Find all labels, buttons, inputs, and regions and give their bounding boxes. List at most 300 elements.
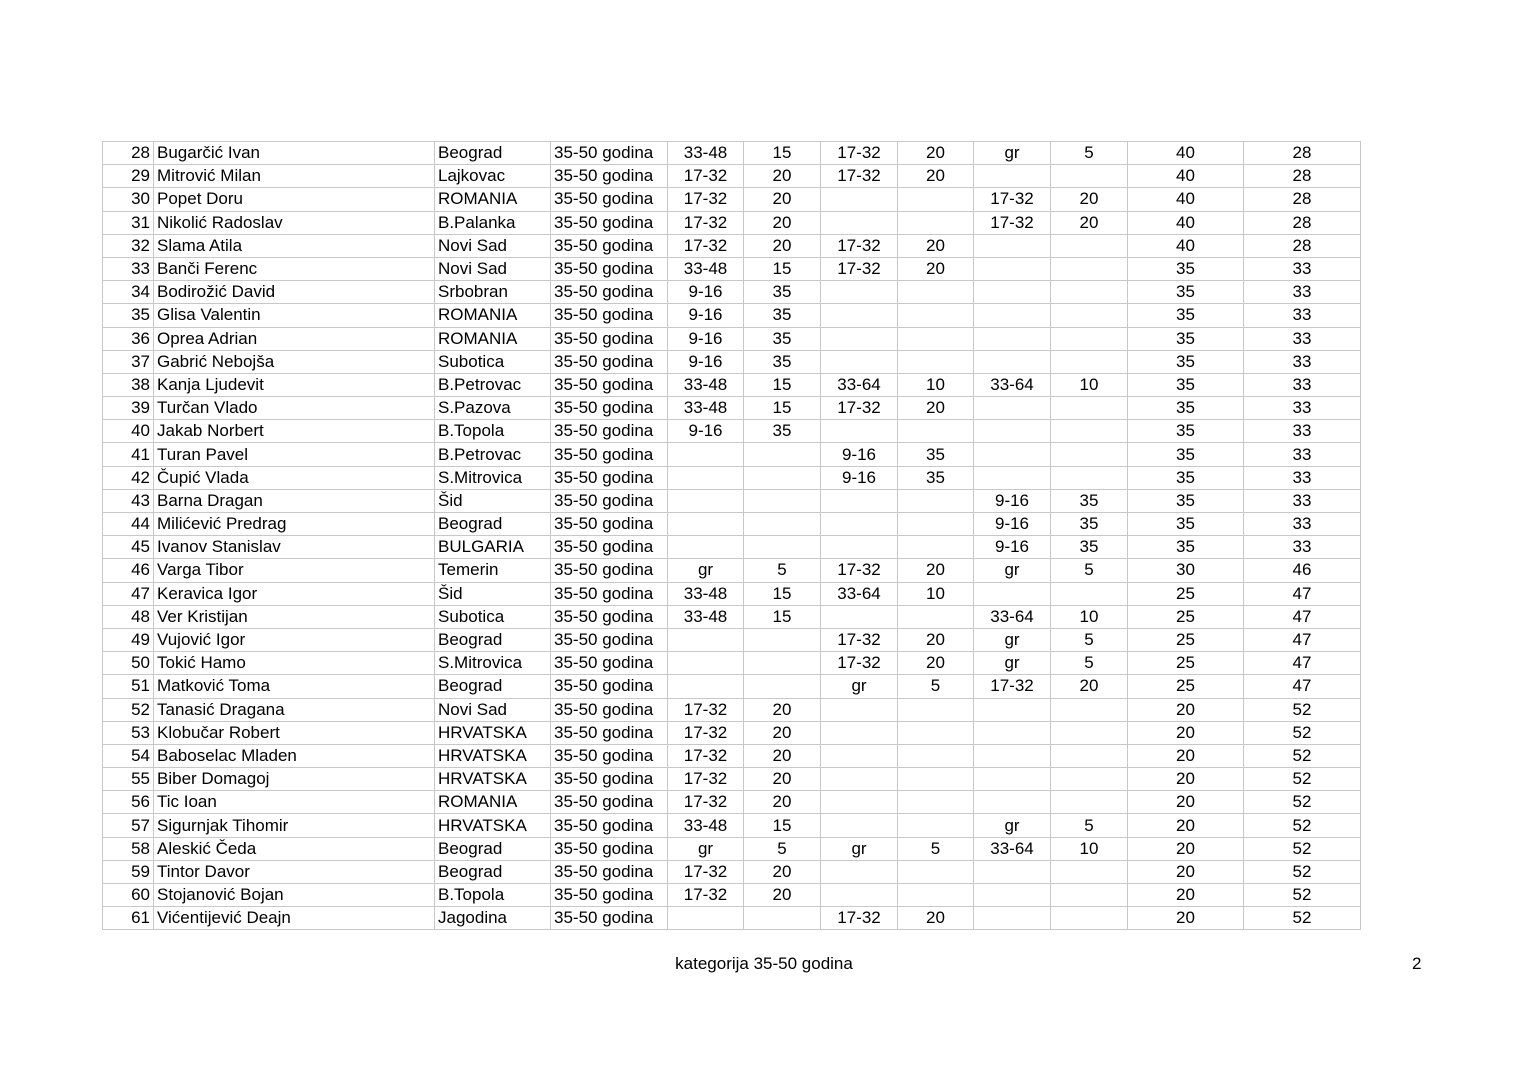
- cell-race1-place: 33-48: [668, 582, 744, 605]
- table-row: [103, 860, 1361, 883]
- cell-race1-points: 20: [744, 721, 821, 744]
- cell-race3-place: [974, 350, 1051, 373]
- cell-race1-place: 17-32: [668, 791, 744, 814]
- cell-total-points: 20: [1128, 744, 1244, 767]
- cell-name: Bugarčić Ivan: [154, 142, 435, 165]
- cell-category: 35-50 godina: [551, 907, 668, 930]
- cell-race1-place: 9-16: [668, 304, 744, 327]
- cell-city: BULGARIA: [435, 536, 551, 559]
- cell-race2-place: [821, 513, 898, 536]
- table-row: [103, 373, 1361, 396]
- cell-name: Tic Ioan: [154, 791, 435, 814]
- cell-rank: 40: [103, 420, 154, 443]
- table-row: [103, 721, 1361, 744]
- cell-race3-points: [1051, 907, 1128, 930]
- cell-category: 35-50 godina: [551, 721, 668, 744]
- cell-rank: 36: [103, 327, 154, 350]
- cell-race2-place: [821, 744, 898, 767]
- cell-race3-place: [974, 791, 1051, 814]
- cell-race1-place: 33-48: [668, 373, 744, 396]
- cell-city: HRVATSKA: [435, 814, 551, 837]
- cell-race2-points: [898, 791, 974, 814]
- cell-city: ROMANIA: [435, 304, 551, 327]
- cell-category: 35-50 godina: [551, 791, 668, 814]
- cell-race3-place: 9-16: [974, 489, 1051, 512]
- cell-race3-points: [1051, 698, 1128, 721]
- cell-city: S.Pazova: [435, 397, 551, 420]
- cell-race1-points: 5: [744, 559, 821, 582]
- cell-rank: 47: [103, 582, 154, 605]
- table-row: [103, 327, 1361, 350]
- cell-rank: 46: [103, 559, 154, 582]
- cell-city: Novi Sad: [435, 234, 551, 257]
- table-row: [103, 234, 1361, 257]
- cell-category: 35-50 godina: [551, 188, 668, 211]
- cell-race3-points: [1051, 744, 1128, 767]
- cell-race3-place: [974, 582, 1051, 605]
- cell-final-rank: 33: [1244, 466, 1361, 489]
- cell-city: ROMANIA: [435, 188, 551, 211]
- cell-race3-points: [1051, 350, 1128, 373]
- table-row: [103, 884, 1361, 907]
- cell-race1-place: 17-32: [668, 768, 744, 791]
- cell-category: 35-50 godina: [551, 443, 668, 466]
- cell-rank: 37: [103, 350, 154, 373]
- cell-race2-place: [821, 211, 898, 234]
- cell-race2-points: 20: [898, 907, 974, 930]
- cell-final-rank: 33: [1244, 513, 1361, 536]
- cell-final-rank: 52: [1244, 721, 1361, 744]
- cell-race1-points: 35: [744, 304, 821, 327]
- cell-race1-place: 17-32: [668, 165, 744, 188]
- cell-name: Gabrić Nebojša: [154, 350, 435, 373]
- cell-name: Baboselac Mladen: [154, 744, 435, 767]
- cell-final-rank: 33: [1244, 489, 1361, 512]
- cell-rank: 43: [103, 489, 154, 512]
- cell-race3-place: [974, 768, 1051, 791]
- cell-category: 35-50 godina: [551, 768, 668, 791]
- cell-name: Ver Kristijan: [154, 605, 435, 628]
- cell-race2-points: [898, 188, 974, 211]
- cell-name: Barna Dragan: [154, 489, 435, 512]
- table-row: [103, 211, 1361, 234]
- cell-city: ROMANIA: [435, 791, 551, 814]
- cell-race3-place: [974, 327, 1051, 350]
- cell-race1-points: 35: [744, 327, 821, 350]
- cell-race1-points: 20: [744, 884, 821, 907]
- cell-race3-points: 5: [1051, 814, 1128, 837]
- table-row: [103, 814, 1361, 837]
- cell-race2-points: [898, 605, 974, 628]
- cell-race1-place: [668, 489, 744, 512]
- cell-race2-points: [898, 698, 974, 721]
- cell-total-points: 20: [1128, 698, 1244, 721]
- cell-category: 35-50 godina: [551, 559, 668, 582]
- cell-race3-place: gr: [974, 142, 1051, 165]
- cell-race3-points: 10: [1051, 373, 1128, 396]
- cell-race1-place: 33-48: [668, 142, 744, 165]
- cell-total-points: 20: [1128, 860, 1244, 883]
- cell-race3-place: 33-64: [974, 605, 1051, 628]
- cell-name: Sigurnjak Tihomir: [154, 814, 435, 837]
- table-row: [103, 350, 1361, 373]
- cell-race3-place: 9-16: [974, 513, 1051, 536]
- table-row: [103, 582, 1361, 605]
- cell-race3-place: 17-32: [974, 211, 1051, 234]
- cell-race2-points: [898, 744, 974, 767]
- cell-rank: 32: [103, 234, 154, 257]
- cell-race3-points: [1051, 257, 1128, 280]
- table-row: [103, 744, 1361, 767]
- cell-total-points: 35: [1128, 420, 1244, 443]
- cell-race2-place: [821, 304, 898, 327]
- cell-city: Beograd: [435, 837, 551, 860]
- cell-final-rank: 52: [1244, 884, 1361, 907]
- table-row: [103, 397, 1361, 420]
- cell-race3-points: [1051, 884, 1128, 907]
- cell-total-points: 20: [1128, 721, 1244, 744]
- cell-race1-points: 35: [744, 281, 821, 304]
- cell-category: 35-50 godina: [551, 397, 668, 420]
- cell-name: Stojanović Bojan: [154, 884, 435, 907]
- cell-race2-place: [821, 768, 898, 791]
- cell-name: Mitrović Milan: [154, 165, 435, 188]
- cell-race2-points: 20: [898, 257, 974, 280]
- cell-race1-points: 15: [744, 142, 821, 165]
- cell-race1-points: 20: [744, 744, 821, 767]
- cell-race3-points: [1051, 768, 1128, 791]
- cell-total-points: 35: [1128, 373, 1244, 396]
- cell-race2-points: 20: [898, 652, 974, 675]
- cell-final-rank: 47: [1244, 628, 1361, 651]
- footer-title: kategorija 35-50 godina: [675, 954, 853, 973]
- cell-race1-place: 9-16: [668, 281, 744, 304]
- cell-total-points: 40: [1128, 142, 1244, 165]
- cell-rank: 42: [103, 466, 154, 489]
- results-table-body: [103, 142, 1361, 930]
- cell-race2-points: 5: [898, 837, 974, 860]
- table-row: [103, 142, 1361, 165]
- cell-category: 35-50 godina: [551, 884, 668, 907]
- cell-race3-place: 33-64: [974, 837, 1051, 860]
- cell-race2-points: 5: [898, 675, 974, 698]
- cell-race2-place: 17-32: [821, 907, 898, 930]
- cell-name: Vićentijević Deajn: [154, 907, 435, 930]
- cell-rank: 52: [103, 698, 154, 721]
- cell-race3-place: [974, 443, 1051, 466]
- cell-category: 35-50 godina: [551, 536, 668, 559]
- cell-final-rank: 33: [1244, 443, 1361, 466]
- cell-race2-points: [898, 420, 974, 443]
- cell-category: 35-50 godina: [551, 582, 668, 605]
- table-row: [103, 513, 1361, 536]
- cell-total-points: 35: [1128, 327, 1244, 350]
- cell-final-rank: 52: [1244, 860, 1361, 883]
- table-row: [103, 652, 1361, 675]
- cell-category: 35-50 godina: [551, 628, 668, 651]
- cell-total-points: 25: [1128, 652, 1244, 675]
- cell-name: Ivanov Stanislav: [154, 536, 435, 559]
- cell-total-points: 35: [1128, 281, 1244, 304]
- cell-final-rank: 33: [1244, 536, 1361, 559]
- cell-rank: 53: [103, 721, 154, 744]
- cell-rank: 59: [103, 860, 154, 883]
- cell-race2-points: [898, 513, 974, 536]
- cell-race2-place: 9-16: [821, 466, 898, 489]
- cell-race3-points: [1051, 443, 1128, 466]
- cell-final-rank: 28: [1244, 188, 1361, 211]
- cell-race3-points: 5: [1051, 652, 1128, 675]
- cell-total-points: 40: [1128, 211, 1244, 234]
- cell-race2-place: [821, 791, 898, 814]
- cell-total-points: 25: [1128, 582, 1244, 605]
- cell-final-rank: 46: [1244, 559, 1361, 582]
- cell-name: Turčan Vlado: [154, 397, 435, 420]
- cell-final-rank: 47: [1244, 675, 1361, 698]
- cell-race1-points: 15: [744, 257, 821, 280]
- cell-city: Subotica: [435, 605, 551, 628]
- cell-city: Beograd: [435, 142, 551, 165]
- cell-race3-points: 20: [1051, 211, 1128, 234]
- cell-total-points: 35: [1128, 397, 1244, 420]
- cell-race1-points: 20: [744, 211, 821, 234]
- cell-race2-place: [821, 420, 898, 443]
- cell-rank: 44: [103, 513, 154, 536]
- cell-name: Oprea Adrian: [154, 327, 435, 350]
- cell-category: 35-50 godina: [551, 211, 668, 234]
- table-row: [103, 281, 1361, 304]
- cell-race2-place: 33-64: [821, 373, 898, 396]
- cell-name: Banči Ferenc: [154, 257, 435, 280]
- cell-name: Čupić Vlada: [154, 466, 435, 489]
- cell-race1-place: 17-32: [668, 698, 744, 721]
- cell-city: Beograd: [435, 860, 551, 883]
- cell-race3-place: [974, 165, 1051, 188]
- cell-category: 35-50 godina: [551, 466, 668, 489]
- cell-city: B.Topola: [435, 884, 551, 907]
- cell-race3-points: 10: [1051, 837, 1128, 860]
- cell-total-points: 25: [1128, 605, 1244, 628]
- cell-race1-place: 17-32: [668, 721, 744, 744]
- cell-race1-place: [668, 513, 744, 536]
- cell-final-rank: 52: [1244, 768, 1361, 791]
- cell-final-rank: 28: [1244, 211, 1361, 234]
- table-row: [103, 698, 1361, 721]
- cell-total-points: 40: [1128, 234, 1244, 257]
- cell-race3-place: [974, 721, 1051, 744]
- cell-race3-points: 20: [1051, 675, 1128, 698]
- cell-final-rank: 33: [1244, 281, 1361, 304]
- cell-category: 35-50 godina: [551, 814, 668, 837]
- cell-race1-place: [668, 675, 744, 698]
- cell-race1-place: [668, 628, 744, 651]
- cell-race3-points: 5: [1051, 559, 1128, 582]
- cell-category: 35-50 godina: [551, 513, 668, 536]
- cell-race2-place: 17-32: [821, 234, 898, 257]
- cell-name: Slama Atila: [154, 234, 435, 257]
- cell-race1-points: 5: [744, 837, 821, 860]
- cell-race1-points: 20: [744, 768, 821, 791]
- table-row: [103, 605, 1361, 628]
- cell-total-points: 35: [1128, 489, 1244, 512]
- cell-city: Srbobran: [435, 281, 551, 304]
- cell-final-rank: 52: [1244, 791, 1361, 814]
- cell-race2-place: [821, 721, 898, 744]
- cell-name: Vujović Igor: [154, 628, 435, 651]
- cell-rank: 54: [103, 744, 154, 767]
- cell-race2-place: 17-32: [821, 165, 898, 188]
- cell-race1-place: 17-32: [668, 234, 744, 257]
- cell-race2-place: [821, 489, 898, 512]
- cell-rank: 29: [103, 165, 154, 188]
- cell-race2-points: [898, 304, 974, 327]
- cell-race2-points: 35: [898, 443, 974, 466]
- cell-final-rank: 52: [1244, 698, 1361, 721]
- cell-race3-place: [974, 466, 1051, 489]
- cell-race3-place: [974, 907, 1051, 930]
- cell-category: 35-50 godina: [551, 698, 668, 721]
- cell-race2-points: [898, 721, 974, 744]
- cell-race2-points: [898, 327, 974, 350]
- table-row: [103, 304, 1361, 327]
- cell-total-points: 20: [1128, 907, 1244, 930]
- cell-total-points: 40: [1128, 188, 1244, 211]
- cell-name: Tintor Davor: [154, 860, 435, 883]
- cell-race3-points: [1051, 165, 1128, 188]
- cell-city: S.Mitrovica: [435, 466, 551, 489]
- cell-race3-points: [1051, 327, 1128, 350]
- cell-race1-place: 17-32: [668, 211, 744, 234]
- cell-city: B.Palanka: [435, 211, 551, 234]
- cell-race3-points: [1051, 397, 1128, 420]
- cell-race3-place: [974, 257, 1051, 280]
- cell-total-points: 40: [1128, 165, 1244, 188]
- cell-race2-points: [898, 536, 974, 559]
- cell-final-rank: 47: [1244, 605, 1361, 628]
- cell-final-rank: 28: [1244, 165, 1361, 188]
- cell-total-points: 35: [1128, 536, 1244, 559]
- cell-race1-points: 35: [744, 420, 821, 443]
- cell-race3-place: [974, 420, 1051, 443]
- cell-race2-place: gr: [821, 837, 898, 860]
- cell-name: Kanja Ljudevit: [154, 373, 435, 396]
- cell-total-points: 25: [1128, 628, 1244, 651]
- cell-race2-place: 17-32: [821, 628, 898, 651]
- cell-race1-points: 20: [744, 188, 821, 211]
- cell-final-rank: 47: [1244, 582, 1361, 605]
- cell-category: 35-50 godina: [551, 234, 668, 257]
- cell-race3-points: 5: [1051, 628, 1128, 651]
- table-row: [103, 559, 1361, 582]
- cell-race3-points: [1051, 281, 1128, 304]
- cell-race1-points: [744, 489, 821, 512]
- cell-race1-points: 15: [744, 397, 821, 420]
- cell-race2-place: 9-16: [821, 443, 898, 466]
- cell-race2-points: 35: [898, 466, 974, 489]
- cell-final-rank: 33: [1244, 420, 1361, 443]
- cell-race3-points: [1051, 721, 1128, 744]
- cell-race3-place: [974, 744, 1051, 767]
- cell-race3-points: [1051, 234, 1128, 257]
- table-row: [103, 420, 1361, 443]
- cell-race3-place: 17-32: [974, 188, 1051, 211]
- cell-city: B.Petrovac: [435, 373, 551, 396]
- cell-category: 35-50 godina: [551, 373, 668, 396]
- cell-city: Jagodina: [435, 907, 551, 930]
- cell-city: S.Mitrovica: [435, 652, 551, 675]
- cell-race2-place: 17-32: [821, 142, 898, 165]
- cell-name: Jakab Norbert: [154, 420, 435, 443]
- table-row: [103, 628, 1361, 651]
- cell-race2-place: 33-64: [821, 582, 898, 605]
- cell-race2-points: [898, 884, 974, 907]
- cell-final-rank: 33: [1244, 350, 1361, 373]
- cell-race3-place: [974, 860, 1051, 883]
- cell-race3-place: gr: [974, 559, 1051, 582]
- cell-name: Glisa Valentin: [154, 304, 435, 327]
- cell-rank: 55: [103, 768, 154, 791]
- cell-total-points: 35: [1128, 443, 1244, 466]
- cell-race2-place: [821, 860, 898, 883]
- cell-race1-points: [744, 675, 821, 698]
- cell-city: Novi Sad: [435, 698, 551, 721]
- table-row: [103, 165, 1361, 188]
- cell-rank: 57: [103, 814, 154, 837]
- cell-name: Aleskić Čeda: [154, 837, 435, 860]
- cell-rank: 60: [103, 884, 154, 907]
- cell-category: 35-50 godina: [551, 142, 668, 165]
- cell-city: Temerin: [435, 559, 551, 582]
- cell-total-points: 25: [1128, 675, 1244, 698]
- cell-final-rank: 52: [1244, 814, 1361, 837]
- cell-race2-points: [898, 281, 974, 304]
- cell-rank: 41: [103, 443, 154, 466]
- cell-name: Varga Tibor: [154, 559, 435, 582]
- cell-final-rank: 33: [1244, 257, 1361, 280]
- cell-race2-points: [898, 350, 974, 373]
- table-row: [103, 536, 1361, 559]
- cell-race3-points: 35: [1051, 489, 1128, 512]
- cell-category: 35-50 godina: [551, 327, 668, 350]
- cell-race2-points: 20: [898, 234, 974, 257]
- cell-race3-points: 10: [1051, 605, 1128, 628]
- cell-category: 35-50 godina: [551, 281, 668, 304]
- cell-race3-place: 17-32: [974, 675, 1051, 698]
- cell-name: Tokić Hamo: [154, 652, 435, 675]
- cell-final-rank: 28: [1244, 234, 1361, 257]
- cell-city: Beograd: [435, 675, 551, 698]
- table-row: [103, 489, 1361, 512]
- cell-rank: 45: [103, 536, 154, 559]
- cell-race3-points: [1051, 791, 1128, 814]
- cell-race1-place: [668, 652, 744, 675]
- cell-final-rank: 47: [1244, 652, 1361, 675]
- cell-rank: 28: [103, 142, 154, 165]
- cell-race1-place: 33-48: [668, 257, 744, 280]
- cell-race1-points: [744, 443, 821, 466]
- cell-race2-place: 17-32: [821, 559, 898, 582]
- table-row: [103, 907, 1361, 930]
- cell-name: Keravica Igor: [154, 582, 435, 605]
- cell-rank: 38: [103, 373, 154, 396]
- cell-race1-place: [668, 907, 744, 930]
- cell-race1-points: 20: [744, 860, 821, 883]
- results-table: [102, 141, 1361, 930]
- cell-race1-points: 15: [744, 373, 821, 396]
- cell-city: Lajkovac: [435, 165, 551, 188]
- table-row: [103, 768, 1361, 791]
- table-row: [103, 791, 1361, 814]
